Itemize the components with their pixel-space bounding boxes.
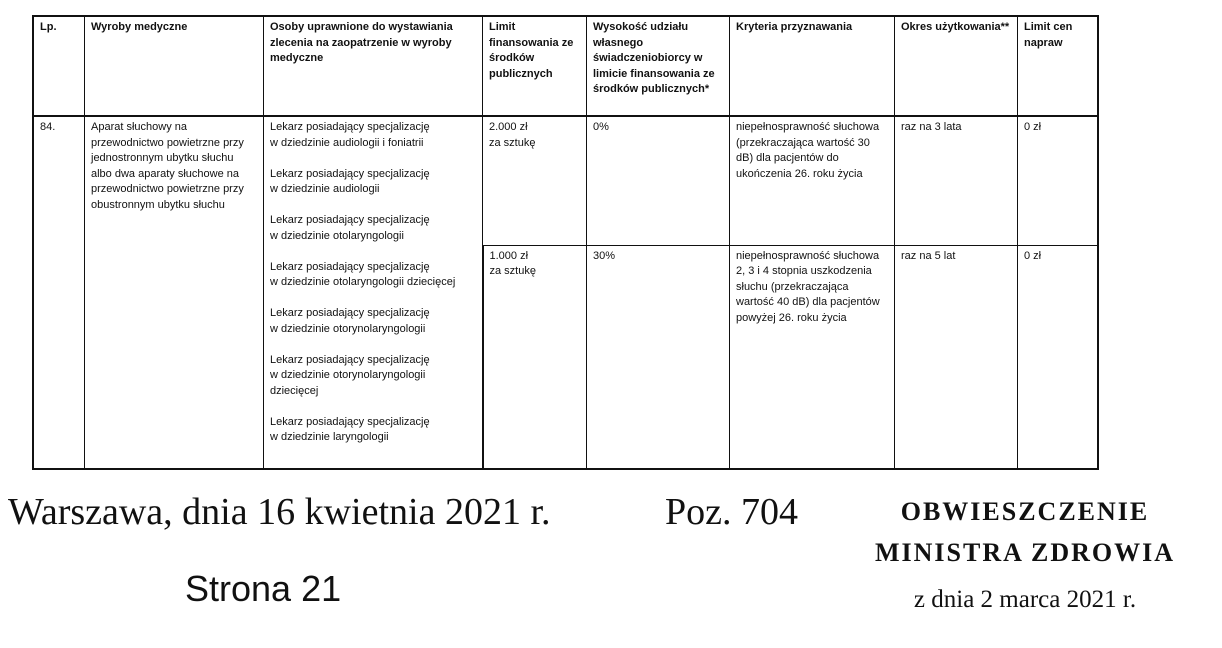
header-period: Okres użytkowania** (895, 16, 1018, 116)
page-number: Strona 21 (185, 568, 342, 609)
table-row (33, 116, 1098, 245)
person-line: w dziedzinie otorynolaryngologii (270, 322, 426, 335)
cell-repair: 0 zł (1018, 116, 1099, 245)
spacer (270, 291, 476, 307)
limit-unit: za sztukę (489, 136, 536, 149)
header-repair: Limit cen napraw (1018, 16, 1099, 116)
person-line: w dziedzinie otolaryngologii dziecięcej (270, 276, 456, 288)
header-share: Wysokość udziału własnego świadczeniobiorcy w limicie finansowania ze środków publicznych* (587, 16, 730, 116)
cell-share: 0% (587, 116, 730, 245)
person-line: w dziedzinie audiologii (270, 183, 380, 195)
header-limit: Limit finansowania ze środków publicznych (483, 16, 587, 116)
cell-persons (264, 116, 483, 469)
header-criteria: Kryteria przyznawania (730, 16, 895, 116)
person-line: w dziedzinie otorynolaryngologii (270, 369, 426, 381)
cell-repair: 0 zł (1018, 245, 1099, 469)
announcement-title: OBWIESZCZENIE (900, 497, 1150, 526)
cell-lp: 84. (33, 116, 85, 469)
person-line: Lekarz posiadający specjalizację (270, 167, 430, 180)
cell-period: raz na 3 lata (895, 116, 1018, 245)
announcement-issuer: MINISTRA ZDROWIA (875, 538, 1175, 567)
spacer (270, 244, 476, 260)
spacer (270, 399, 476, 415)
person-line: Lekarz posiadający specjalizację (270, 353, 430, 366)
cell-limit (483, 116, 587, 245)
cell-product: Aparat słuchowy na przewodnictwo powietrzne przy jednostronnym ubytku słuchu albo dwa aparaty słuchowe na przewodnictwo powietrzne przy obustronnym ubytku słuchu (85, 116, 264, 469)
person-line: Lekarz posiadający specjalizację (270, 415, 430, 428)
position-number: Poz. 704 (665, 491, 798, 533)
document-date: Warszawa, dnia 16 kwietnia 2021 r. (8, 491, 551, 533)
header-product: Wyroby medyczne (85, 16, 264, 116)
cell-limit (483, 245, 587, 469)
spacer (270, 151, 476, 167)
person-line: w dziedzinie audiologii i foniatrii (270, 136, 424, 149)
person-line: Lekarz posiadający specjalizację (270, 214, 430, 226)
person-line: dziecięcej (270, 384, 319, 397)
cell-share: 30% (587, 245, 730, 469)
medical-devices-table (32, 15, 1099, 470)
cell-period: raz na 5 lat (895, 245, 1018, 469)
person-line: Lekarz posiadający specjalizację (270, 260, 430, 273)
header-row (33, 16, 1098, 116)
person-line: w dziedzinie laryngologii (270, 431, 389, 443)
cell-criteria: niepełnosprawność słuchowa 2, 3 i 4 stopnia uszkodzenia słuchu (przekraczająca wartość 40 dB) dla pacjentów powyżej 26. roku życia (730, 245, 895, 469)
limit-amount: 2.000 zł (489, 121, 528, 133)
person-line: w dziedzinie otolaryngologii (270, 229, 404, 242)
cell-criteria: niepełnosprawność słuchowa (przekraczająca wartość 30 dB) dla pacjentów do ukończenia 26. roku życia (730, 116, 895, 245)
header-persons: Osoby uprawnione do wystawiania zlecenia na zaopatrzenie w wyroby medyczne (264, 16, 483, 116)
person-line: Lekarz posiadający specjalizację (270, 121, 430, 133)
limit-unit: za sztukę (489, 265, 536, 277)
spacer (270, 198, 476, 214)
person-line: Lekarz posiadający specjalizację (270, 307, 430, 319)
announcement-date: z dnia 2 marca 2021 r. (913, 586, 1137, 613)
limit-amount: 1.000 zł (489, 249, 529, 262)
header-lp: Lp. (33, 16, 85, 116)
spacer (270, 337, 476, 353)
